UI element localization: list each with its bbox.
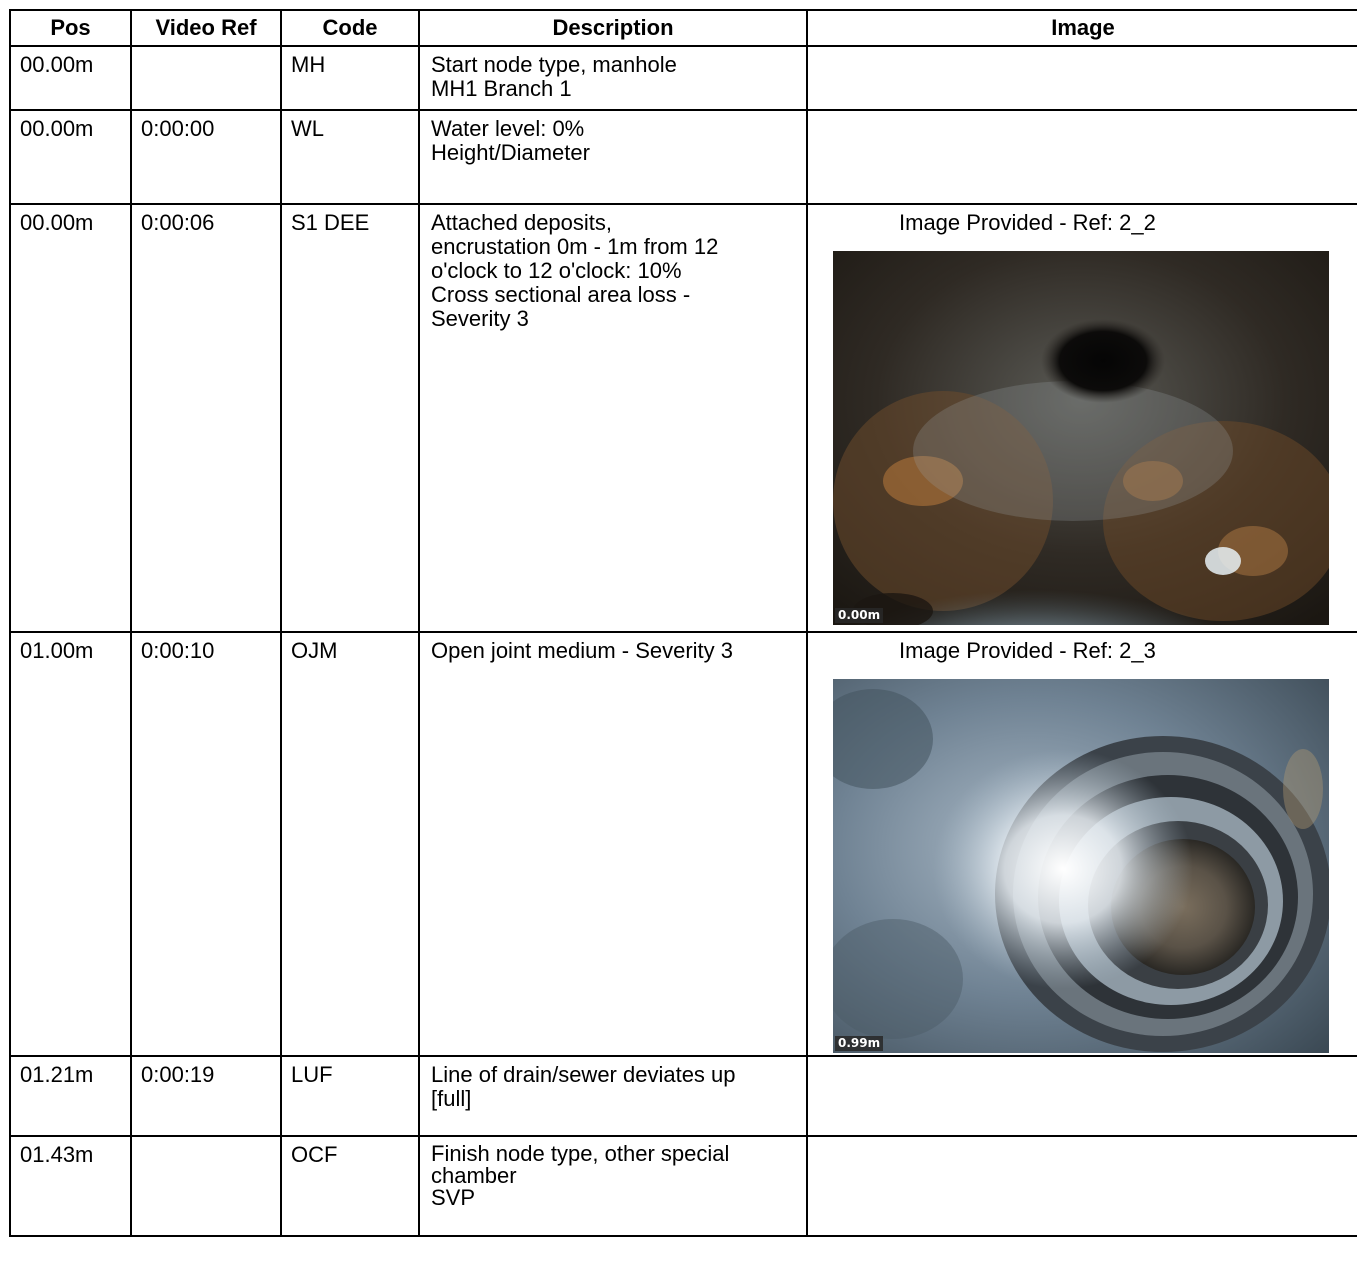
header-row bbox=[10, 10, 1357, 46]
image-cell bbox=[807, 204, 1357, 632]
code-cell: OJM bbox=[281, 632, 419, 1056]
description-cell bbox=[419, 46, 807, 110]
header-video-ref: Video Ref bbox=[131, 10, 281, 46]
image-cell bbox=[807, 632, 1357, 1056]
pipe-interior-photo bbox=[833, 251, 1329, 625]
cctv-image-deposits bbox=[833, 251, 1329, 625]
description-line: o'clock to 12 o'clock: 10% bbox=[431, 258, 682, 283]
pos-cell: 01.43m bbox=[10, 1136, 131, 1236]
header-description: Description bbox=[419, 10, 807, 46]
description-line: [full] bbox=[431, 1086, 472, 1111]
video-ref-cell: 0:00:00 bbox=[131, 110, 281, 204]
description-line: chamber bbox=[431, 1163, 517, 1188]
pos-cell: 00.00m bbox=[10, 46, 131, 110]
description-line: MH1 Branch 1 bbox=[431, 76, 572, 101]
header-image: Image bbox=[807, 10, 1357, 46]
description-line: SVP bbox=[431, 1185, 476, 1210]
image-caption: Image Provided - Ref: 2_2 bbox=[899, 210, 1156, 235]
distance-overlay: 0.00m bbox=[835, 608, 883, 623]
description-line: Cross sectional area loss - bbox=[431, 282, 691, 307]
table-row bbox=[10, 1136, 1357, 1236]
video-ref-cell: 0:00:06 bbox=[131, 204, 281, 632]
image-cell bbox=[807, 1136, 1357, 1236]
header-pos: Pos bbox=[10, 10, 131, 46]
table-row bbox=[10, 46, 1357, 110]
pos-cell: 01.00m bbox=[10, 632, 131, 1056]
description-cell bbox=[419, 1056, 807, 1136]
image-caption: Image Provided - Ref: 2_3 bbox=[899, 638, 1156, 663]
code-cell: LUF bbox=[281, 1056, 419, 1136]
pos-cell: 00.00m bbox=[10, 204, 131, 632]
description-cell bbox=[419, 1136, 807, 1236]
description-line: Open joint medium - Severity 3 bbox=[431, 638, 734, 663]
image-cell bbox=[807, 110, 1357, 204]
description-line: Severity 3 bbox=[431, 306, 529, 331]
survey-table bbox=[9, 9, 1357, 1237]
image-cell bbox=[807, 46, 1357, 110]
table-row bbox=[10, 1056, 1357, 1136]
pos-cell: 00.00m bbox=[10, 110, 131, 204]
code-cell: OCF bbox=[281, 1136, 419, 1236]
table-row bbox=[10, 204, 1357, 632]
description-line: Finish node type, other special bbox=[431, 1141, 730, 1166]
video-ref-cell: 0:00:10 bbox=[131, 632, 281, 1056]
table-row bbox=[10, 110, 1357, 204]
code-cell: MH bbox=[281, 46, 419, 110]
video-ref-cell bbox=[131, 46, 281, 110]
header-code: Code bbox=[281, 10, 419, 46]
description-cell bbox=[419, 110, 807, 204]
description-line: Line of drain/sewer deviates up bbox=[431, 1062, 736, 1087]
description-line: Start node type, manhole bbox=[431, 52, 677, 77]
description-line: Height/Diameter bbox=[431, 140, 590, 165]
table-row bbox=[10, 632, 1357, 1056]
video-ref-cell: 0:00:19 bbox=[131, 1056, 281, 1136]
description-line: encrustation 0m - 1m from 12 bbox=[431, 234, 719, 259]
description-cell bbox=[419, 204, 807, 632]
pos-cell: 01.21m bbox=[10, 1056, 131, 1136]
description-line: Water level: 0% bbox=[431, 116, 585, 141]
cctv-image-open-joint bbox=[833, 679, 1329, 1053]
video-ref-cell bbox=[131, 1136, 281, 1236]
code-cell: S1 DEE bbox=[281, 204, 419, 632]
code-cell: WL bbox=[281, 110, 419, 204]
pipe-interior-photo bbox=[833, 679, 1329, 1053]
distance-overlay: 0.99m bbox=[835, 1036, 883, 1051]
image-cell bbox=[807, 1056, 1357, 1136]
description-line: Attached deposits, bbox=[431, 210, 613, 235]
description-cell bbox=[419, 632, 807, 1056]
